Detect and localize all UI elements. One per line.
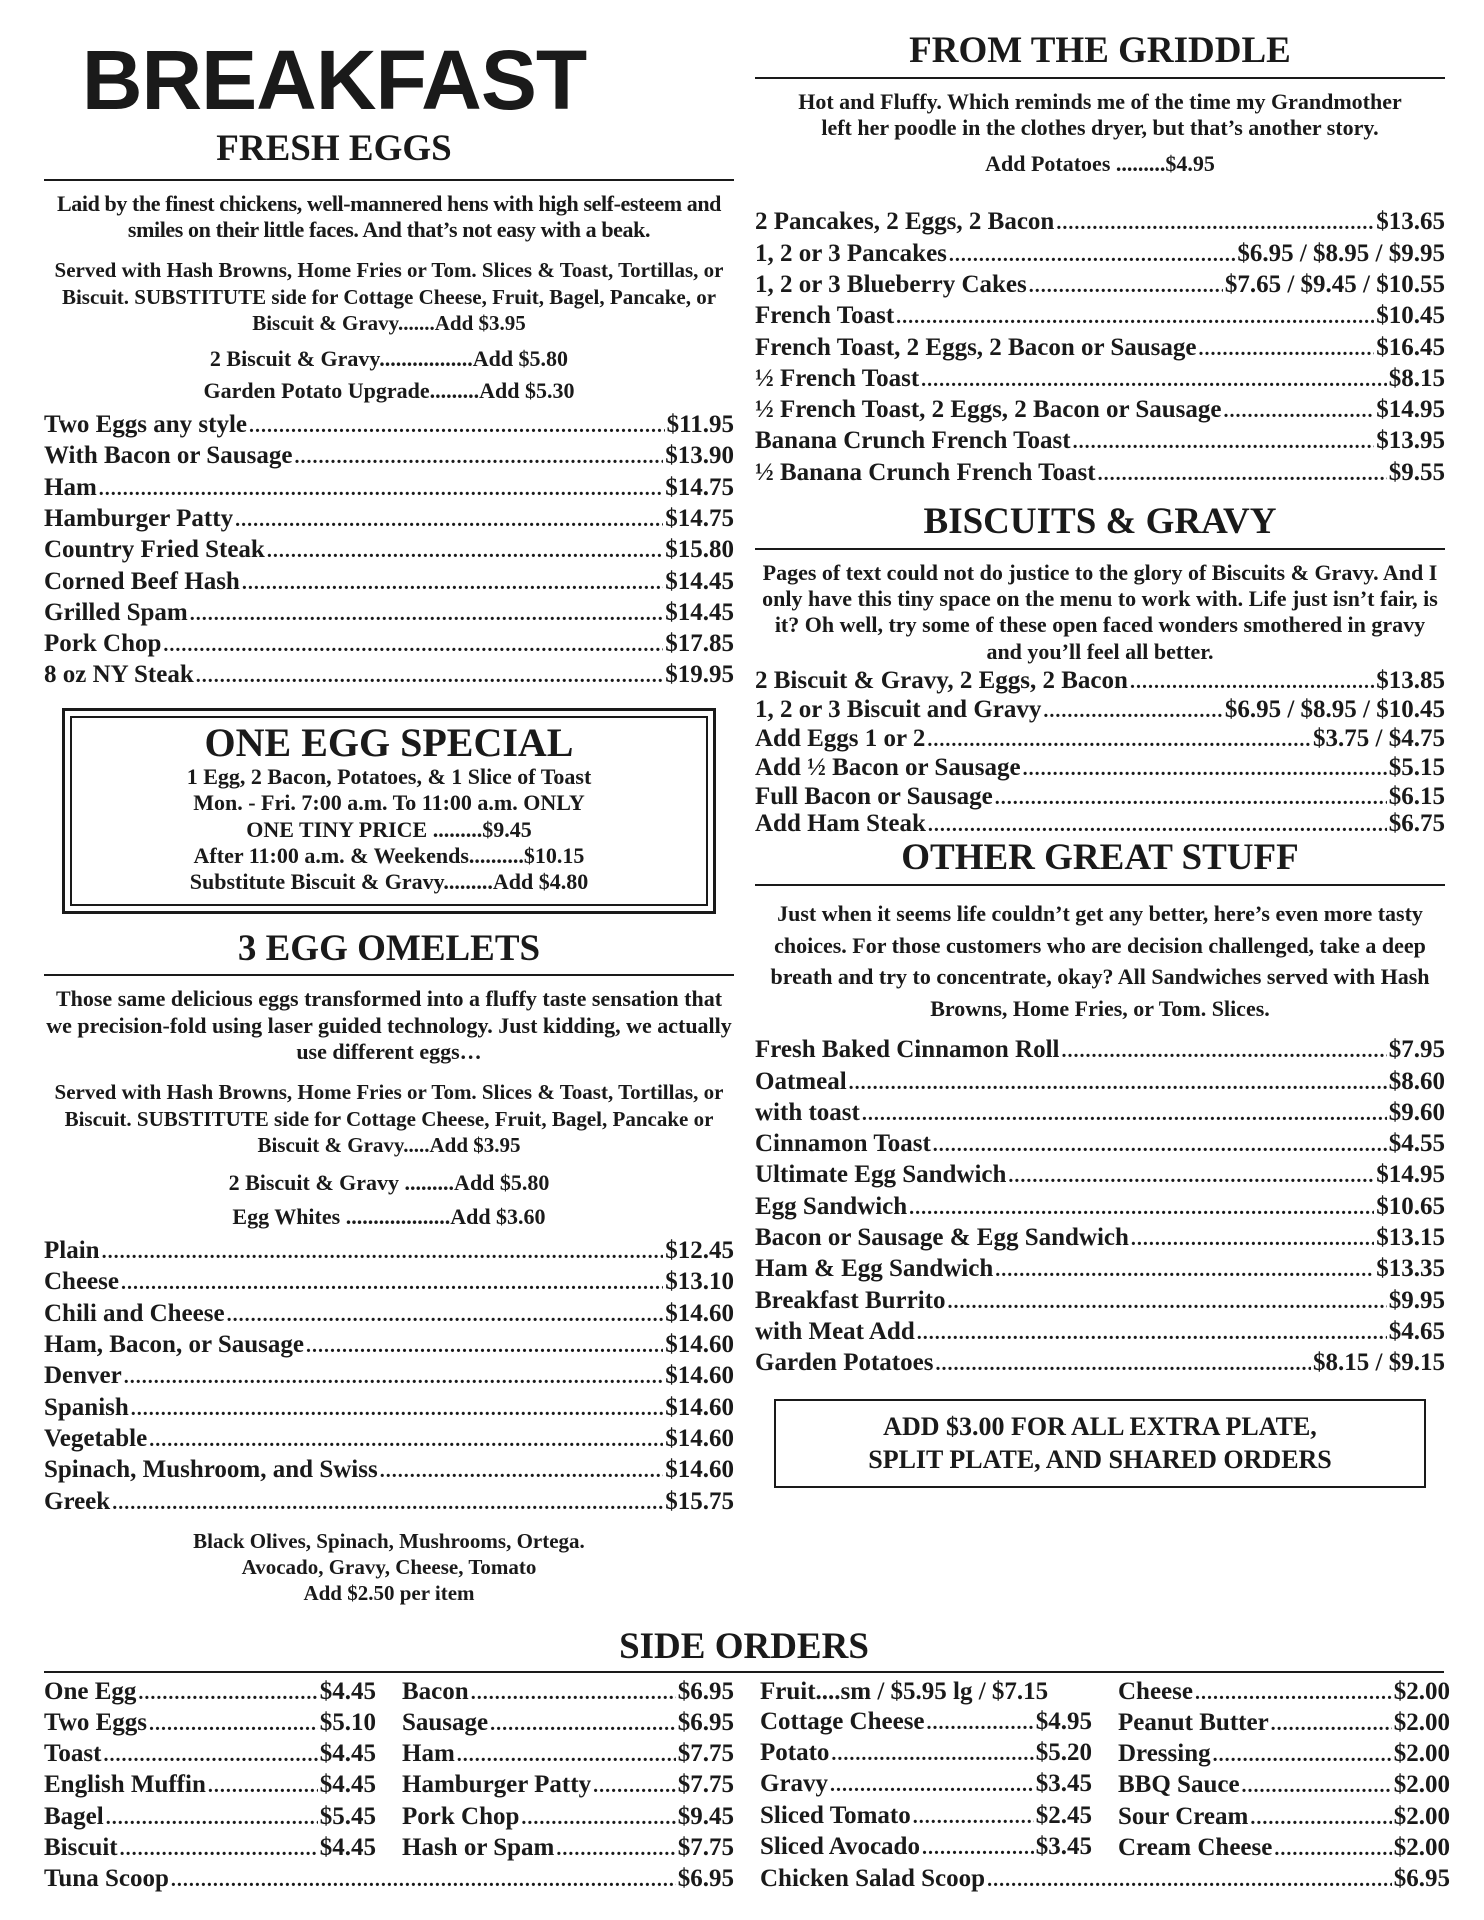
side-orders-grid: [44, 1677, 1450, 1865]
side-item: Sliced Tomato ..... $2.45: [760, 1801, 1092, 1832]
menu-item: Grilled Spam ..... $14.45: [44, 598, 734, 629]
side-item: Hamburger Patty ..... $7.75: [402, 1770, 734, 1801]
side-item: Hash or Spam ..... $7.75: [402, 1833, 734, 1864]
omelet-extras-price: Add $2.50 per item: [303, 1581, 475, 1606]
other-section: [755, 837, 1445, 1488]
one-egg-special-inner: [70, 716, 708, 906]
menu-item: 2 Pancakes, 2 Eggs, 2 Bacon ..... $13.65: [755, 207, 1445, 238]
menu-item: Full Bacon or Sausage ..... $6.15: [755, 783, 1445, 812]
menu-item: Spanish ..... $14.60: [44, 1393, 734, 1424]
menu-item: Greek ..... $15.75: [44, 1487, 734, 1518]
side-item: Bagel ..... $5.45: [44, 1802, 376, 1833]
special-line: After 11:00 a.m. & Weekends..........$10.15: [193, 842, 585, 868]
section-divider: [44, 974, 734, 976]
menu-item: Corned Beef Hash ..... $14.45: [44, 567, 734, 598]
special-line: 1 Egg, 2 Bacon, Potatoes, & 1 Slice of Toast: [186, 763, 592, 789]
menu-item: Ultimate Egg Sandwich ..... $14.95: [755, 1160, 1445, 1191]
fresh-eggs-addon: Garden Potato Upgrade.........Add $5.30: [203, 378, 575, 404]
biscuits-description: Pages of text could not do justice to the glory of Biscuits & Gravy. And I only have this tiny space on the menu to work with. Life just isn’t fair, is it? Oh well, try some of these open faced wonders smothered in gravy and you’ll feel all better.: [762, 559, 1438, 664]
menu-item: ½ French Toast ..... $8.15: [755, 364, 1445, 395]
biscuits-list: [755, 667, 1445, 837]
menu-item: Country Fried Steak ..... $15.80: [44, 535, 734, 566]
side-item: Fruit....sm / $5.95 lg / $7.15: [760, 1677, 1049, 1705]
menu-item: with toast ..... $9.60: [755, 1098, 1445, 1129]
side-item: Sour Cream ..... $2.00: [1118, 1802, 1450, 1833]
omelet-extras: Black Olives, Spinach, Mushrooms, Ortega.: [193, 1528, 585, 1553]
menu-item: Garden Potatoes ..... $8.15 / $9.15: [755, 1348, 1445, 1379]
section-divider: [44, 1671, 1444, 1673]
side-orders-col-4: [1118, 1677, 1450, 1865]
side-item: Cheese ..... $2.00: [1118, 1677, 1450, 1708]
extra-plate-line: SPLIT PLATE, AND SHARED ORDERS: [868, 1444, 1332, 1474]
griddle-section: [755, 30, 1445, 489]
side-orders-col-2: [402, 1677, 734, 1865]
one-egg-special-box: [62, 708, 716, 914]
omelets-addon: Egg Whites ...................Add $3.60: [232, 1204, 546, 1230]
side-item: Biscuit ..... $4.45: [44, 1833, 376, 1864]
other-list: [755, 1035, 1445, 1379]
griddle-list: [755, 207, 1445, 489]
side-item: Sliced Avocado ..... $3.45: [760, 1832, 1092, 1863]
menu-item: 2 Biscuit & Gravy, 2 Eggs, 2 Bacon ..... $13.85: [755, 667, 1445, 696]
omelets-served-with: Served with Hash Browns, Home Fries or Tom. Slices & Toast, Tortillas, or Biscuit. SUBSTITUTE side for Cottage Cheese, Fruit, Bagel, Pancake or Biscuit & Gravy.....Add $3.95: [54, 1080, 724, 1157]
side-item: Sausage ..... $6.95: [402, 1708, 734, 1739]
side-item-chicken-salad: Chicken Salad Scoop ..... $6.95: [760, 1864, 1450, 1895]
omelets-description: Those same delicious eggs transformed into a fluffy taste sensation that we precision-fold using laser guided technology. Just kidding, we actually use different eggs…: [46, 986, 732, 1065]
special-line: ONE TINY PRICE .........$9.45: [246, 816, 532, 842]
menu-item: Cheese ..... $13.10: [44, 1267, 734, 1298]
menu-item: Egg Sandwich ..... $10.65: [755, 1192, 1445, 1223]
menu-item: Ham ..... $14.75: [44, 473, 734, 504]
menu-item: Oatmeal ..... $8.60: [755, 1067, 1445, 1098]
menu-item: Banana Crunch French Toast ..... $13.95: [755, 426, 1445, 457]
extra-plate-notice: [774, 1399, 1426, 1488]
side-item: BBQ Sauce ..... $2.00: [1118, 1770, 1450, 1801]
menu-item: Breakfast Burrito ..... $9.95: [755, 1286, 1445, 1317]
biscuits-title: BISCUITS & GRAVY: [923, 501, 1277, 542]
side-item: Potato ..... $5.20: [760, 1738, 1092, 1769]
side-item: Dressing ..... $2.00: [1118, 1739, 1450, 1770]
menu-item: 1, 2 or 3 Pancakes ..... $6.95 / $8.95 / $9.95: [755, 239, 1445, 270]
side-item: Toast ..... $4.45: [44, 1739, 376, 1770]
side-orders-section: [44, 1626, 1450, 1896]
menu-item: Hamburger Patty ..... $14.75: [44, 504, 734, 535]
right-column: [755, 30, 1445, 1488]
section-divider: [44, 179, 734, 181]
side-orders-col-1: [44, 1677, 376, 1865]
menu-item: 1, 2 or 3 Blueberry Cakes ..... $7.65 / $9.45 / $10.55: [755, 270, 1445, 301]
side-orders-wide-row: [44, 1864, 1450, 1895]
omelets-section: [44, 928, 734, 1607]
section-divider: [755, 548, 1445, 550]
extra-plate-line: ADD $3.00 FOR ALL EXTRA PLATE,: [883, 1412, 1317, 1442]
griddle-title: FROM THE GRIDDLE: [909, 30, 1291, 71]
side-item: One Egg ..... $4.45: [44, 1677, 376, 1708]
other-description: Just when it seems life couldn’t get any better, here’s even more tasty choices. For those customers who are decision challenged, take a deep breath and try to concentrate, okay? All Sandwiches served with Hash Browns, Home Fries, or Tom. Slices.: [770, 900, 1430, 1022]
other-title: OTHER GREAT STUFF: [901, 837, 1299, 879]
side-item: Ham ..... $7.75: [402, 1739, 734, 1770]
menu-item: Pork Chop ..... $17.85: [44, 629, 734, 660]
fresh-eggs-served-with: Served with Hash Browns, Home Fries or Tom. Slices & Toast, Tortillas, or Biscuit. SUBSTITUTE side for Cottage Cheese, Fruit, Bagel, Pancake, or Biscuit & Gravy.......Add $3.95: [54, 258, 724, 335]
menu-item: Ham & Egg Sandwich ..... $13.35: [755, 1254, 1445, 1285]
fresh-eggs-addon: 2 Biscuit & Gravy.................Add $5.80: [209, 346, 569, 372]
section-divider: [755, 884, 1445, 886]
side-item: Cottage Cheese ..... $4.95: [760, 1707, 1092, 1738]
side-item: Peanut Butter ..... $2.00: [1118, 1708, 1450, 1739]
special-line: Substitute Biscuit & Gravy.........Add $4.80: [189, 869, 589, 895]
menu-item: ½ Banana Crunch French Toast ..... $9.55: [755, 458, 1445, 489]
menu-item: Cinnamon Toast ..... $4.55: [755, 1129, 1445, 1160]
omelets-title: 3 EGG OMELETS: [237, 927, 541, 969]
griddle-description: Hot and Fluffy. Which reminds me of the time my Grandmother left her poodle in the clothes dryer, but that’s another story.: [798, 88, 1402, 140]
menu-item: Plain ..... $12.45: [44, 1236, 734, 1267]
fresh-eggs-title: FRESH EGGS: [216, 128, 452, 169]
section-divider: [755, 77, 1445, 79]
side-orders-title: SIDE ORDERS: [619, 1626, 869, 1667]
side-orders-col-3: [760, 1677, 1092, 1865]
griddle-addon: Add Potatoes .........$4.95: [985, 151, 1215, 177]
menu-item: Bacon or Sausage & Egg Sandwich ..... $13.15: [755, 1223, 1445, 1254]
omelet-extras: Avocado, Gravy, Cheese, Tomato: [241, 1555, 537, 1580]
menu-item: Add ½ Bacon or Sausage ..... $5.15: [755, 754, 1445, 783]
menu-item: ½ French Toast, 2 Eggs, 2 Bacon or Sausage ..... $14.95: [755, 395, 1445, 426]
menu-item: 1, 2 or 3 Biscuit and Gravy ..... $6.95 / $8.95 / $10.45: [755, 696, 1445, 725]
omelets-addon: 2 Biscuit & Gravy .........Add $5.80: [228, 1170, 550, 1196]
page-title: BREAKFAST: [81, 33, 587, 127]
side-item: Pork Chop ..... $9.45: [402, 1802, 734, 1833]
special-line: Mon. - Fri. 7:00 a.m. To 11:00 a.m. ONLY: [193, 790, 585, 816]
side-item: Bacon ..... $6.95: [402, 1677, 734, 1708]
left-column: [44, 30, 734, 1607]
omelets-list: [44, 1236, 734, 1518]
menu-item: With Bacon or Sausage ..... $13.90: [44, 441, 734, 472]
menu-item: with Meat Add ..... $4.65: [755, 1317, 1445, 1348]
side-item: Two Eggs ..... $5.10: [44, 1708, 376, 1739]
menu-item: Ham, Bacon, or Sausage ..... $14.60: [44, 1330, 734, 1361]
menu-item: Add Eggs 1 or 2 ..... $3.75 / $4.75: [755, 725, 1445, 754]
menu-item: Fresh Baked Cinnamon Roll ..... $7.95: [755, 1035, 1445, 1066]
fresh-eggs-section: [44, 128, 734, 692]
menu-item: Two Eggs any style ..... $11.95: [44, 410, 734, 441]
one-egg-special-title: ONE EGG SPECIAL: [204, 719, 574, 765]
side-item: Cream Cheese ..... $2.00: [1118, 1833, 1450, 1864]
side-item: Gravy ..... $3.45: [760, 1769, 1092, 1800]
menu-item: Chili and Cheese ..... $14.60: [44, 1299, 734, 1330]
menu-item: Spinach, Mushroom, and Swiss ..... $14.60: [44, 1455, 734, 1486]
side-item: English Muffin ..... $4.45: [44, 1770, 376, 1801]
menu-item: Add Ham Steak ..... $6.75: [755, 812, 1445, 837]
side-item-tuna: Tuna Scoop ..... $6.95: [44, 1864, 734, 1895]
fresh-eggs-description: Laid by the finest chickens, well-mannered hens with high self-esteem and smiles on their little faces. And that’s not easy with a beak.: [56, 190, 722, 242]
menu-item: French Toast ..... $10.45: [755, 301, 1445, 332]
menu-item: Denver ..... $14.60: [44, 1361, 734, 1392]
biscuits-section: [755, 501, 1445, 837]
menu-item: 8 oz NY Steak ..... $19.95: [44, 660, 734, 691]
menu-item: Vegetable ..... $14.60: [44, 1424, 734, 1455]
fresh-eggs-list: [44, 410, 734, 692]
menu-item: French Toast, 2 Eggs, 2 Bacon or Sausage ..... $16.45: [755, 333, 1445, 364]
